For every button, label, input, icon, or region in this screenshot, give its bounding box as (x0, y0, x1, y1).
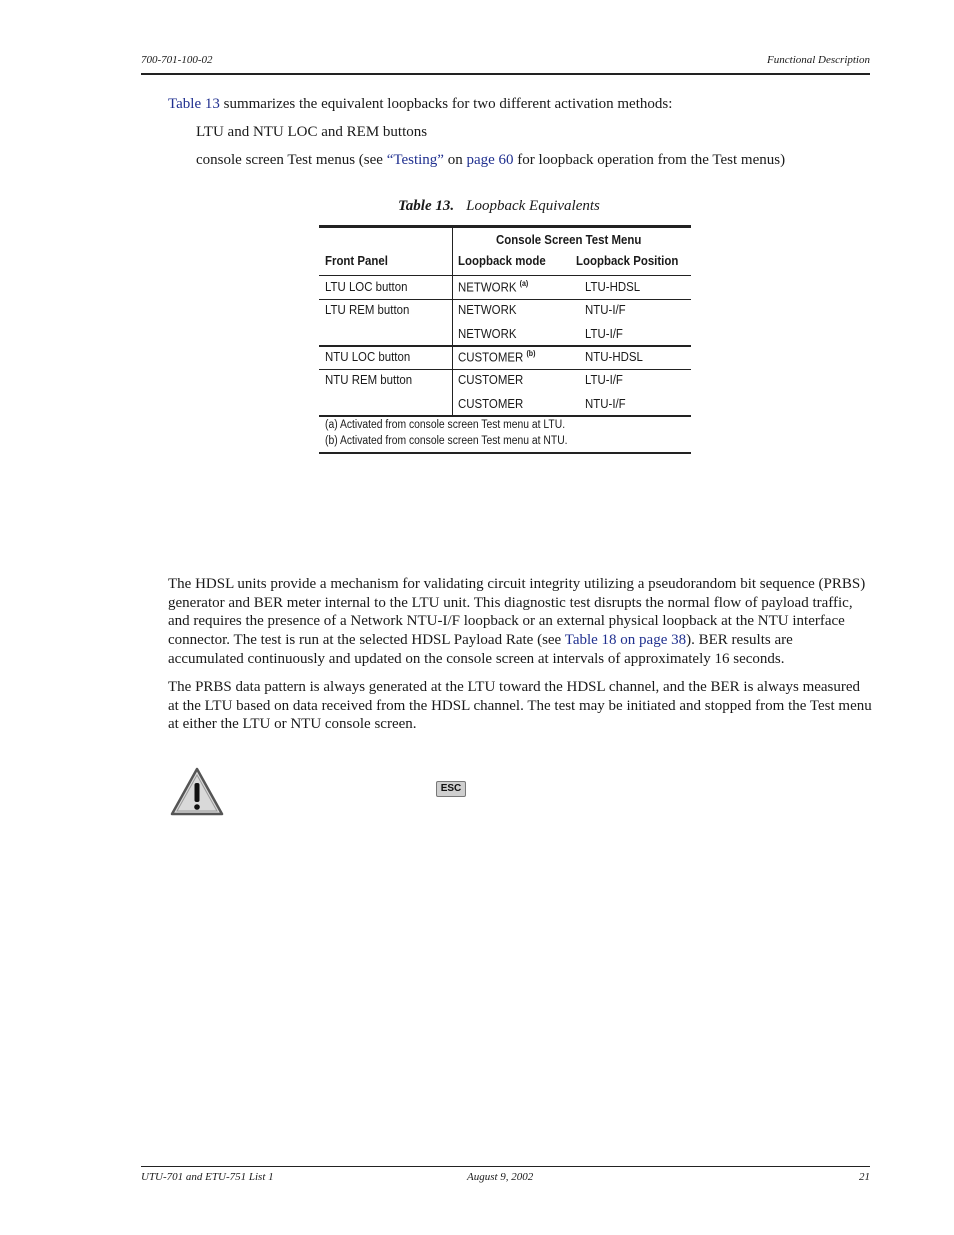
table-bottom-rule (319, 415, 691, 417)
header-loopback-position: Loopback Position (576, 253, 679, 268)
header-doc-number: 700-701-100-02 (141, 54, 213, 66)
footnote-a: (a) Activated from console screen Test menu at LTU. (325, 419, 566, 431)
table-caption: Table 13. Loopback Equivalents (398, 198, 600, 214)
body-paragraph-1: The HDSL units provide a mechanism for validating circuit integrity utilizing a pseudorandom bit sequence (PRBS) generator and BER meter internal to the LTU unit. This diagnostic test disrupts the normal flow of payload traffic, and requires the presence of a Network NTU-I/F loopback or an external physical loopback at the NTU interface connector. The test is run at the selected HDSL Payload Rate (see Table 18 on page 38). BER results are accumulated continuously and updated on the console screen at intervals of approximately 16 seconds. (168, 576, 866, 667)
footnote-marker-b: (b) (526, 349, 536, 358)
table-row-rule (319, 299, 691, 300)
cell-mode: NETWORK (458, 302, 517, 317)
header-console-menu: Console Screen Test Menu (496, 232, 642, 247)
table-header-rule (319, 275, 691, 276)
cell-position: LTU-I/F (585, 372, 623, 387)
cell-position: NTU-HDSL (585, 349, 643, 364)
page-60-link[interactable]: page 60 (466, 152, 514, 168)
cell-front: NTU LOC button (325, 349, 411, 364)
cell-mode: CUSTOMER (458, 396, 524, 411)
warning-triangle-icon (170, 766, 224, 818)
table-row-rule (319, 369, 691, 370)
intro-item-buttons: LTU and NTU LOC and REM buttons (196, 124, 428, 140)
cell-position: NTU-I/F (585, 396, 626, 411)
table-column-divider (452, 228, 453, 415)
table-18-link[interactable]: Table 18 on page 38 (564, 632, 687, 649)
cell-front: LTU REM button (325, 302, 410, 317)
cell-mode: CUSTOMER $^{(b)}$ (458, 349, 536, 365)
cell-position: LTU-HDSL (585, 279, 641, 294)
cell-mode: NETWORK (458, 326, 517, 341)
footnote-marker-a: (a) (519, 279, 529, 288)
cell-mode: CUSTOMER (458, 372, 524, 387)
footnote-b: (b) Activated from console screen Test menu at NTU. (325, 435, 568, 447)
cell-position: NTU-I/F (585, 302, 626, 317)
footer-page-number: 21 (859, 1171, 870, 1183)
testing-link[interactable]: “Testing” (386, 152, 444, 168)
footer-date: August 9, 2002 (467, 1171, 534, 1183)
intro-text: summarizes the equivalent loopbacks for two different activation methods: (219, 96, 673, 112)
intro-item-console: console screen Test menus (see “Testing” on page 60 for loopback operation from the Test menus) (196, 152, 786, 168)
body-paragraph-2: The PRBS data pattern is always generated at the LTU toward the HDSL channel, and the BER is always measured at the LTU based on data received from the HDSL channel. The test may be initiated and stopped from the Test menu at either the LTU or NTU console screen. (168, 679, 872, 733)
esc-key (436, 781, 466, 797)
intro-paragraph (168, 95, 672, 114)
footer-rule (141, 1166, 870, 1167)
cell-front: NTU REM button (325, 372, 413, 387)
cell-front: LTU LOC button (325, 279, 408, 294)
cell-position: LTU-I/F (585, 326, 623, 341)
footnote-bottom-rule (319, 452, 691, 454)
header-front-panel: Front Panel (325, 253, 388, 268)
table-13-link[interactable]: Table 13 (168, 96, 220, 112)
table-group-rule (319, 345, 691, 347)
table-top-rule (319, 225, 691, 228)
footer-product: UTU-701 and ETU-751 List 1 (141, 1171, 274, 1183)
header-section: Functional Description (767, 54, 870, 66)
esc-key-label: ESC (440, 783, 462, 794)
header-loopback-mode: Loopback mode (458, 253, 546, 268)
cell-mode: NETWORK $^{(a)}$ (458, 279, 529, 295)
header-rule (141, 73, 870, 75)
